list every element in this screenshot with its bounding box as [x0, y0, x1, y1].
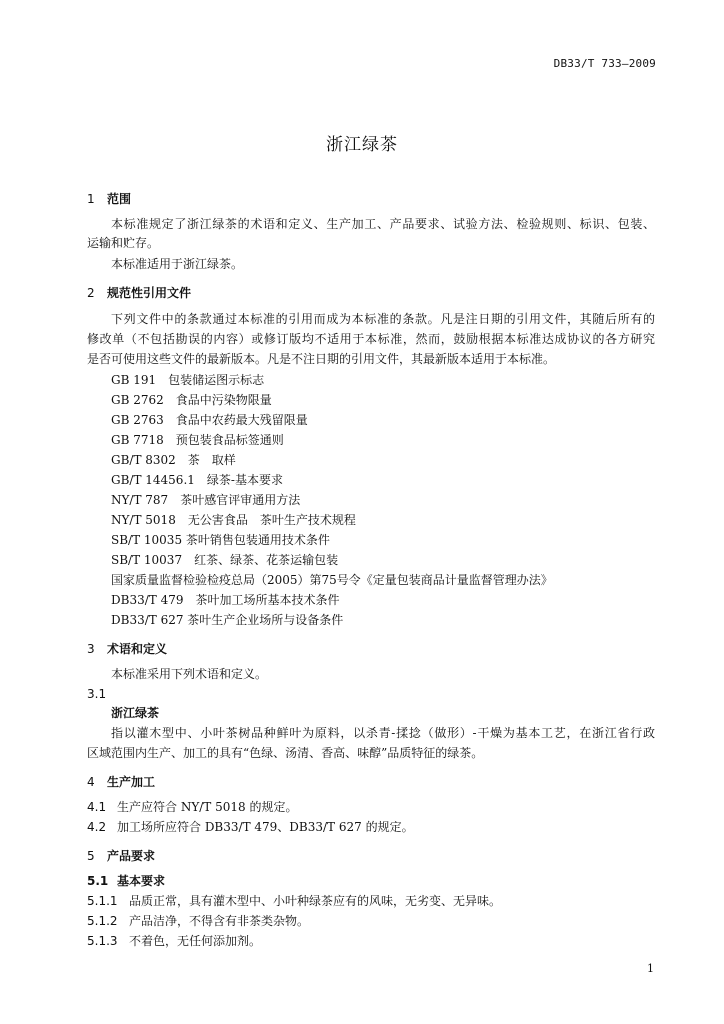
clause-number: 5.1.1: [87, 894, 118, 908]
reference-item: GB 2763 食品中农药最大残留限量: [111, 413, 308, 427]
clause-item: [87, 933, 261, 949]
section-3-heading: [87, 641, 167, 657]
section-5-heading: [87, 848, 155, 864]
subsection-title: 基本要求: [117, 874, 166, 888]
section-1-paragraph-line: 运输和贮存。: [87, 236, 160, 250]
section-1-paragraph: 本标准适用于浙江绿茶。: [111, 257, 244, 271]
section-number: 5: [87, 849, 95, 863]
term-definition-line: 指以灌木型中、小叶茶树品种鲜叶为原料，以杀青-揉捻（做形）-干燥为基本工艺，在浙江省行政: [111, 726, 655, 740]
clause-item: [87, 913, 309, 929]
reference-item: GB/T 8302 茶 取样: [111, 453, 236, 467]
section-2-intro-line: 修改单（不包括勘误的内容）或修订版均不适用于本标准，然而，鼓励根据本标准达成协议的各方研究: [87, 332, 655, 346]
section-1-paragraph-line: 本标准规定了浙江绿茶的术语和定义、生产加工、产品要求、试验方法、检验规则、标识、包装、: [111, 217, 655, 231]
section-4-heading: [87, 774, 155, 790]
section-3-intro: 本标准采用下列术语和定义。: [111, 667, 268, 681]
section-2-intro-line: 下列文件中的条款通过本标准的引用而成为本标准的条款。凡是注日期的引用文件，其随后所有的: [111, 312, 655, 326]
clause-item: [87, 819, 414, 835]
subsection-number: 5.1: [87, 874, 109, 888]
reference-item: GB 2762 食品中污染物限量: [111, 393, 272, 407]
section-title: 范围: [107, 192, 132, 206]
reference-item: GB/T 14456.1 绿茶-基本要求: [111, 473, 283, 487]
reference-item: NY/T 787 茶叶感官评审通用方法: [111, 493, 301, 507]
section-1-heading: [87, 191, 131, 207]
section-number: 3: [87, 642, 95, 656]
section-title: 术语和定义: [107, 642, 168, 656]
section-2-heading: [87, 285, 191, 301]
reference-item: 国家质量监督检验检疫总局（2005）第75号令《定量包装商品计量监督管理办法》: [111, 573, 553, 587]
clause-text: 产品洁净，不得含有非茶类杂物。: [129, 914, 310, 928]
section-number: 1: [87, 192, 95, 206]
clause-number: 4.2: [87, 820, 107, 834]
reference-item: SB/T 10035 茶叶销售包装通用技术条件: [111, 533, 330, 547]
term-number: 3.1: [87, 687, 107, 701]
clause-item: [87, 799, 297, 815]
clause-number: 4.1: [87, 800, 107, 814]
section-number: 2: [87, 286, 95, 300]
clause-text: 不着色，无任何添加剂。: [129, 934, 262, 948]
clause-text: 加工场所应符合 DB33/T 479、DB33/T 627 的规定。: [117, 820, 414, 834]
reference-item: DB33/T 479 茶叶加工场所基本技术条件: [111, 593, 340, 607]
reference-item: DB33/T 627 茶叶生产企业场所与设备条件: [111, 613, 344, 627]
reference-item: SB/T 10037 红茶、绿茶、花茶运输包装: [111, 553, 339, 567]
section-2-intro-line: 是否可使用这些文件的最新版本。凡是不注日期的引用文件，其最新版本适用于本标准。: [87, 352, 556, 366]
reference-item: NY/T 5018 无公害食品 茶叶生产技术规程: [111, 513, 356, 527]
clause-text: 生产应符合 NY/T 5018 的规定。: [117, 800, 298, 814]
subsection-heading: [87, 873, 165, 889]
clause-number: 5.1.2: [87, 914, 118, 928]
reference-item: GB 191 包装储运图示标志: [111, 373, 265, 387]
section-title: 产品要求: [107, 849, 156, 863]
clause-item: [87, 893, 501, 909]
document-title: 浙江绿茶: [326, 135, 398, 155]
clause-text: 品质正常，具有灌木型中、小叶种绿茶应有的风味，无劣变、无异味。: [129, 894, 502, 908]
term-definition-line: 区域范围内生产、加工的具有“色绿、汤清、香高、味醇”品质特征的绿茶。: [87, 746, 484, 760]
clause-number: 5.1.3: [87, 934, 118, 948]
section-number: 4: [87, 775, 95, 789]
section-title: 生产加工: [107, 775, 156, 789]
standard-code: DB33/T 733—2009: [553, 57, 656, 70]
term-title: 浙江绿茶: [111, 706, 160, 720]
page-number: 1: [647, 962, 654, 975]
section-title: 规范性引用文件: [107, 286, 192, 300]
reference-item: GB 7718 预包装食品标签通则: [111, 433, 284, 447]
